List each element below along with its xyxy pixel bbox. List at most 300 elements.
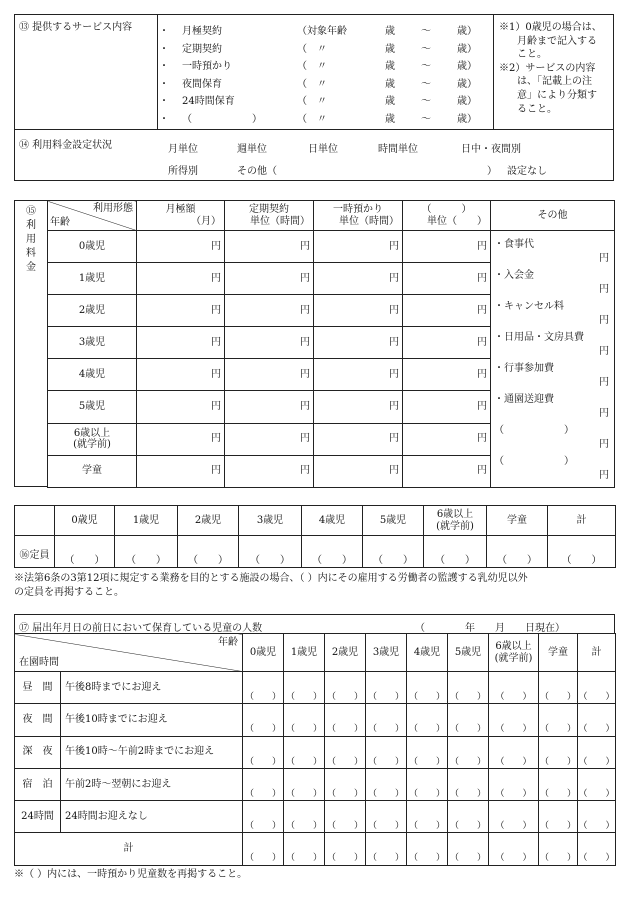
fee-opt-week: 週単位 <box>237 144 267 155</box>
count-paren: （ ） <box>285 821 322 832</box>
count-value-cell[interactable] <box>578 736 616 768</box>
service-name: 夜間保育 <box>182 78 222 90</box>
count-paren: （ ） <box>326 788 363 799</box>
count-value-cell[interactable] <box>243 672 284 704</box>
service-bullet: ・ <box>159 61 169 72</box>
section-14-fee-settings <box>14 129 614 181</box>
section-14-title: ⑭ 利用料金設定状況 <box>19 140 113 151</box>
count-row-desc: 午後10時までにお迎え <box>61 704 243 736</box>
fee-col-header-l2: 単位（時間） <box>339 215 399 227</box>
count-value-cell[interactable] <box>243 801 284 833</box>
fee-other-item: （ ） <box>494 425 574 436</box>
fee-col-header <box>314 201 403 231</box>
count-value-cell[interactable] <box>325 672 366 704</box>
count-value-cell[interactable] <box>578 801 616 833</box>
count-paren: （ ） <box>285 853 322 864</box>
service-note-line: 意」により分類す <box>517 90 597 101</box>
count-paren: （ ） <box>367 788 404 799</box>
capacity-value-cell[interactable] <box>424 536 487 568</box>
fee-other-yen: 円 <box>599 315 609 326</box>
service-note-line: は、「記載上の注 <box>517 76 592 88</box>
service-note-line: ※1）0歳児の場合は、 <box>499 22 602 33</box>
service-name: 定期契約 <box>182 43 222 55</box>
service-note-line: ※2）サービスの内容 <box>499 62 596 74</box>
count-col-header: 5歳児 <box>448 634 489 672</box>
section-17-title: ⑰ 届出年月日の前日において保育している児童の人数 <box>19 623 263 634</box>
fee-amount-cell[interactable]: 円 <box>403 391 491 423</box>
capacity-col-header: 0歳児 <box>55 506 115 536</box>
capacity-paren: （ ） <box>188 554 228 566</box>
fee-col-header-l2: （月） <box>191 215 221 227</box>
service-paren: （ 〃 <box>297 96 327 107</box>
capacity-value-cell[interactable] <box>178 536 239 568</box>
service-sai: 歳 <box>385 78 395 90</box>
service-end: 歳） <box>457 78 477 90</box>
count-paren: （ ） <box>539 821 576 832</box>
service-bullet: ・ <box>159 78 169 90</box>
fee-age-label: 0歳児 <box>48 231 137 263</box>
fee-table <box>47 200 615 488</box>
fee-amount-cell[interactable]: 円 <box>225 231 314 263</box>
fee-age-label: 学童 <box>48 455 137 487</box>
count-paren: （ ） <box>408 821 445 832</box>
count-value-cell[interactable] <box>578 833 616 865</box>
count-value-cell[interactable] <box>366 801 407 833</box>
count-value-cell[interactable] <box>489 768 539 800</box>
count-paren: （ ） <box>495 756 532 767</box>
count-paren: （ ） <box>367 724 404 735</box>
count-row-category: 昼 間 <box>15 672 61 704</box>
count-value-cell[interactable] <box>325 736 366 768</box>
fee-corner <box>48 201 137 231</box>
fee-other-yen: 円 <box>599 439 609 450</box>
count-row <box>15 672 616 704</box>
count-paren: （ ） <box>408 853 445 864</box>
service-name: 一時預かり <box>182 61 232 72</box>
count-value-cell[interactable] <box>325 704 366 736</box>
corner-top-label: 利用形態 <box>93 203 133 214</box>
fee-amount-cell[interactable]: 円 <box>225 263 314 295</box>
count-total-label: 計 <box>15 833 243 865</box>
count-value-cell[interactable] <box>366 672 407 704</box>
count-paren: （ ） <box>244 756 281 767</box>
fee-other-item: ・通園送迎費 <box>494 394 554 405</box>
fee-other-yen: 円 <box>599 284 609 295</box>
service-end: 歳） <box>457 61 477 72</box>
fee-other-yen: 円 <box>599 470 609 481</box>
count-value-cell[interactable] <box>366 704 407 736</box>
capacity-paren: （ ） <box>561 554 602 566</box>
service-paren: （ 〃 <box>297 78 327 90</box>
service-end: 歳） <box>457 113 477 125</box>
count-paren: （ ） <box>449 788 486 799</box>
count-paren: （ ） <box>285 788 322 799</box>
fee-amount-cell[interactable]: 円 <box>314 455 403 487</box>
count-value-cell[interactable] <box>448 736 489 768</box>
count-value-cell[interactable] <box>539 801 578 833</box>
count-paren: （ ） <box>285 724 322 735</box>
fee-opt-other: その他（ <box>237 166 277 177</box>
service-paren: （ 〃 <box>297 113 327 125</box>
count-value-cell[interactable] <box>489 672 539 704</box>
count-value-cell[interactable] <box>578 704 616 736</box>
count-value-cell[interactable] <box>448 801 489 833</box>
count-col-header: 1歳児 <box>284 634 325 672</box>
fee-opt-other-close: ） <box>487 166 497 177</box>
capacity-blank-cell <box>15 506 55 536</box>
count-col-header: 0歳児 <box>243 634 284 672</box>
fee-amount-cell[interactable]: 円 <box>137 359 225 391</box>
capacity-paren: （ ） <box>373 554 413 566</box>
fee-age-label: 4歳児 <box>48 359 137 391</box>
fee-header-row <box>48 201 615 231</box>
count-value-cell[interactable] <box>578 768 616 800</box>
fee-other-yen: 円 <box>599 253 609 264</box>
service-end: 歳） <box>457 96 477 107</box>
service-name: （ ） <box>182 113 262 125</box>
count-corner <box>15 634 243 672</box>
count-value-cell[interactable] <box>539 768 578 800</box>
count-paren: （ ） <box>326 756 363 767</box>
count-value-cell[interactable] <box>284 672 325 704</box>
service-end: 歳） <box>457 26 477 37</box>
capacity-col-header: 1歳児 <box>115 506 178 536</box>
fee-col-header-l1: 月極額 <box>165 204 196 215</box>
count-col-header: 3歳児 <box>366 634 407 672</box>
section-17-date: （ 年 月 日現在） <box>415 623 565 634</box>
count-value-cell[interactable] <box>407 801 448 833</box>
service-sai: 歳 <box>385 26 395 37</box>
capacity-value-cell[interactable] <box>363 536 424 568</box>
service-tilde: ～ <box>421 26 431 37</box>
service-tilde: ～ <box>421 96 431 107</box>
capacity-paren: （ ） <box>126 554 166 566</box>
capacity-value-cell[interactable] <box>548 536 616 568</box>
capacity-col-header: 4歳児 <box>302 506 363 536</box>
count-value-cell[interactable] <box>407 704 448 736</box>
fee-amount-cell[interactable]: 円 <box>403 231 491 263</box>
service-sai: 歳 <box>385 96 395 107</box>
service-bullet: ・ <box>159 26 169 37</box>
count-corner-top: 年齢 <box>218 637 238 648</box>
count-value-cell[interactable] <box>284 704 325 736</box>
count-value-cell[interactable] <box>539 704 578 736</box>
count-paren: （ ） <box>539 853 576 864</box>
fee-col-header <box>137 201 225 231</box>
fee-row <box>48 231 615 263</box>
count-paren: （ ） <box>367 821 404 832</box>
capacity-note-2: の定員を再掲すること。 <box>14 587 124 598</box>
count-paren: （ ） <box>578 853 615 864</box>
count-paren: （ ） <box>539 788 576 799</box>
service-note-line: ること。 <box>517 103 557 115</box>
service-bullet: ・ <box>159 96 169 107</box>
fee-opt-hour: 時間単位 <box>378 144 418 155</box>
count-row <box>15 801 616 833</box>
count-paren: （ ） <box>449 756 486 767</box>
fee-col-header <box>225 201 314 231</box>
count-paren: （ ） <box>408 691 445 702</box>
count-value-cell[interactable] <box>448 833 489 865</box>
capacity-value-cell[interactable] <box>487 536 548 568</box>
count-row-category: 24時間 <box>15 801 61 833</box>
fee-other-item: （ ） <box>494 456 574 467</box>
count-row-desc: 午後8時までにお迎え <box>61 672 243 704</box>
fee-amount-cell[interactable]: 円 <box>403 263 491 295</box>
section-15-label: ⑮利用料金 <box>26 206 36 273</box>
service-tilde: ～ <box>421 78 431 90</box>
count-paren: （ ） <box>578 724 615 735</box>
service-paren: （ 〃 <box>297 43 327 55</box>
count-col-header: 学童 <box>539 634 578 672</box>
capacity-header-row <box>15 506 616 536</box>
service-note-line: 月齢まで記入する <box>517 35 597 47</box>
fee-other-yen: 円 <box>599 346 609 357</box>
fee-amount-cell[interactable]: 円 <box>314 391 403 423</box>
count-row-category: 宿 泊 <box>15 768 61 800</box>
count-paren: （ ） <box>495 788 532 799</box>
count-row-desc: 午後10時～午前2時までにお迎え <box>61 736 243 768</box>
capacity-col-header: 計 <box>548 506 616 536</box>
fee-amount-cell[interactable]: 円 <box>137 231 225 263</box>
service-tilde: ～ <box>421 113 431 125</box>
count-value-cell[interactable] <box>407 672 448 704</box>
corner-bottom-label: 年齢 <box>50 216 70 228</box>
count-row-desc: 午前2時～翌朝にお迎え <box>61 768 243 800</box>
count-paren: （ ） <box>244 724 281 735</box>
service-note-line: こと。 <box>517 49 547 61</box>
fee-other-yen: 円 <box>599 408 609 419</box>
count-paren: （ ） <box>539 756 576 767</box>
capacity-paren: （ ） <box>64 554 105 566</box>
count-value-cell[interactable] <box>407 833 448 865</box>
fee-other-yen: 円 <box>599 377 609 388</box>
fee-opt-month: 月単位 <box>168 144 198 155</box>
service-sai: 歳 <box>385 61 395 72</box>
count-total-row <box>15 833 616 865</box>
count-paren: （ ） <box>578 756 615 767</box>
fee-other-header: その他 <box>491 201 615 231</box>
fee-amount-cell[interactable]: 円 <box>137 455 225 487</box>
fee-col-header-l1: 一時預かり <box>333 204 383 215</box>
count-paren: （ ） <box>449 853 486 864</box>
count-value-cell[interactable] <box>407 768 448 800</box>
count-paren: （ ） <box>285 691 322 702</box>
count-value-cell[interactable] <box>284 768 325 800</box>
fee-other-item: ・食事代 <box>494 239 534 250</box>
count-value-cell[interactable] <box>284 801 325 833</box>
fee-other-item: ・キャンセル料 <box>494 301 564 312</box>
capacity-value-cell[interactable] <box>239 536 302 568</box>
fee-age-label: 3歳児 <box>48 327 137 359</box>
service-bullet: ・ <box>159 43 169 55</box>
capacity-table <box>14 505 616 568</box>
fee-col-header-l1: 定期契約 <box>249 204 289 215</box>
count-paren: （ ） <box>285 756 322 767</box>
service-sai: 歳 <box>385 43 395 55</box>
fee-age-label: 6歳以上 (就学前) <box>48 423 137 455</box>
service-end: 歳） <box>457 43 477 55</box>
count-paren: （ ） <box>326 853 363 864</box>
count-value-cell[interactable] <box>407 736 448 768</box>
count-value-cell[interactable] <box>366 736 407 768</box>
count-paren: （ ） <box>578 788 615 799</box>
count-paren: （ ） <box>244 853 281 864</box>
count-col-header: 2歳児 <box>325 634 366 672</box>
service-sai: 歳 <box>385 113 395 125</box>
count-value-cell[interactable] <box>539 672 578 704</box>
fee-amount-cell[interactable]: 円 <box>314 327 403 359</box>
fee-age-label: 1歳児 <box>48 263 137 295</box>
fee-opt-income: 所得別 <box>168 166 198 177</box>
count-value-cell[interactable] <box>243 768 284 800</box>
fee-amount-cell[interactable]: 円 <box>225 359 314 391</box>
section-15-label-cell <box>14 200 48 487</box>
count-paren: （ ） <box>578 691 615 702</box>
capacity-label: ⑯定員 <box>15 536 55 568</box>
fee-amount-cell[interactable]: 円 <box>403 455 491 487</box>
count-paren: （ ） <box>578 821 615 832</box>
count-row-category: 夜 間 <box>15 704 61 736</box>
capacity-value-row <box>15 536 616 568</box>
count-paren: （ ） <box>367 853 404 864</box>
count-paren: （ ） <box>326 821 363 832</box>
count-paren: （ ） <box>244 691 281 702</box>
fee-age-label: 2歳児 <box>48 295 137 327</box>
capacity-col-header: 5歳児 <box>363 506 424 536</box>
count-paren: （ ） <box>539 724 576 735</box>
fee-amount-cell[interactable]: 円 <box>137 391 225 423</box>
count-value-cell[interactable] <box>489 801 539 833</box>
fee-amount-cell[interactable]: 円 <box>137 327 225 359</box>
count-value-cell[interactable] <box>489 704 539 736</box>
fee-other-item: ・行事参加費 <box>494 363 554 374</box>
count-value-cell[interactable] <box>448 672 489 704</box>
service-paren: （対象年齢 <box>297 26 347 37</box>
count-value-cell[interactable] <box>578 672 616 704</box>
fee-amount-cell[interactable]: 円 <box>225 295 314 327</box>
fee-amount-cell[interactable]: 円 <box>225 391 314 423</box>
count-value-cell[interactable] <box>489 736 539 768</box>
count-value-cell[interactable] <box>243 704 284 736</box>
count-col-header: 6歳以上 (就学前) <box>489 634 539 672</box>
count-paren: （ ） <box>326 724 363 735</box>
fee-amount-cell[interactable]: 円 <box>314 423 403 455</box>
count-paren: （ ） <box>326 691 363 702</box>
fee-amount-cell[interactable]: 円 <box>225 455 314 487</box>
count-corner-bottom: 在園時間 <box>19 656 59 668</box>
capacity-col-header: 学童 <box>487 506 548 536</box>
capacity-paren: （ ） <box>250 554 290 566</box>
service-bullet: ・ <box>159 113 169 125</box>
section-13-services <box>14 14 614 130</box>
fee-amount-cell[interactable]: 円 <box>314 263 403 295</box>
fee-amount-cell[interactable]: 円 <box>225 423 314 455</box>
fee-age-label: 5歳児 <box>48 391 137 423</box>
count-header-row <box>15 634 616 672</box>
count-value-cell[interactable] <box>325 801 366 833</box>
capacity-value-cell[interactable] <box>302 536 363 568</box>
count-paren: （ ） <box>449 691 486 702</box>
count-value-cell[interactable] <box>366 833 407 865</box>
fee-amount-cell[interactable]: 円 <box>403 327 491 359</box>
count-paren: （ ） <box>408 788 445 799</box>
count-value-cell[interactable] <box>448 704 489 736</box>
count-value-cell[interactable] <box>448 768 489 800</box>
count-value-cell[interactable] <box>489 833 539 865</box>
count-paren: （ ） <box>367 691 404 702</box>
capacity-paren: （ ） <box>435 554 475 566</box>
count-row <box>15 736 616 768</box>
count-paren: （ ） <box>495 853 532 864</box>
count-value-cell[interactable] <box>325 768 366 800</box>
fee-amount-cell[interactable]: 円 <box>403 295 491 327</box>
count-row-desc: 24時間お迎えなし <box>61 801 243 833</box>
count-row-category: 深 夜 <box>15 736 61 768</box>
children-count-table <box>14 633 616 866</box>
count-value-cell[interactable] <box>539 736 578 768</box>
capacity-value-cell[interactable] <box>55 536 115 568</box>
fee-col-header-l2: 単位（時間） <box>250 215 310 227</box>
capacity-paren: （ ） <box>497 554 537 566</box>
count-row <box>15 704 616 736</box>
count-paren: （ ） <box>449 724 486 735</box>
fee-amount-cell[interactable]: 円 <box>403 423 491 455</box>
fee-amount-cell[interactable]: 円 <box>137 423 225 455</box>
fee-amount-cell[interactable]: 円 <box>137 295 225 327</box>
count-value-cell[interactable] <box>243 736 284 768</box>
children-count-note: ※（ ）内には、一時預かり児童数を再掲すること。 <box>14 869 248 880</box>
fee-other-item: ・入会金 <box>494 270 534 281</box>
fee-col-header-l2: 単位（ ） <box>427 215 487 227</box>
capacity-value-cell[interactable] <box>115 536 178 568</box>
service-tilde: ～ <box>421 43 431 55</box>
count-paren: （ ） <box>495 691 532 702</box>
fee-col-header-l1: （ ） <box>421 204 472 215</box>
count-value-cell[interactable] <box>243 833 284 865</box>
fee-amount-cell[interactable]: 円 <box>314 231 403 263</box>
fee-opt-none: 設定なし <box>507 166 547 177</box>
section-13-title: ⑬ 提供するサービス内容 <box>19 22 133 33</box>
fee-amount-cell[interactable]: 円 <box>314 359 403 391</box>
count-value-cell[interactable] <box>284 736 325 768</box>
service-name: 24時間保育 <box>182 96 235 107</box>
fee-opt-daynight: 日中・夜間別 <box>461 144 521 155</box>
count-value-cell[interactable] <box>539 833 578 865</box>
fee-amount-cell[interactable]: 円 <box>137 263 225 295</box>
count-value-cell[interactable] <box>325 833 366 865</box>
count-value-cell[interactable] <box>366 768 407 800</box>
capacity-paren: （ ） <box>312 554 352 566</box>
count-paren: （ ） <box>449 821 486 832</box>
section-17-header <box>14 614 615 634</box>
count-value-cell[interactable] <box>284 833 325 865</box>
count-paren: （ ） <box>495 724 532 735</box>
service-paren: （ 〃 <box>297 61 327 72</box>
fee-opt-day: 日単位 <box>308 144 338 155</box>
fee-amount-cell[interactable]: 円 <box>314 295 403 327</box>
count-col-header: 4歳児 <box>407 634 448 672</box>
count-col-header: 計 <box>578 634 616 672</box>
fee-amount-cell[interactable]: 円 <box>403 359 491 391</box>
service-tilde: ～ <box>421 61 431 72</box>
capacity-note-1: ※法第6条の3第12項に規定する業務を目的とする施設の場合、（ ）内にその雇用する労働者の監護する乳幼児以外 <box>14 573 528 584</box>
count-paren: （ ） <box>495 821 532 832</box>
fee-amount-cell[interactable]: 円 <box>225 327 314 359</box>
service-name: 月極契約 <box>182 26 222 37</box>
count-paren: （ ） <box>244 821 281 832</box>
count-paren: （ ） <box>244 788 281 799</box>
